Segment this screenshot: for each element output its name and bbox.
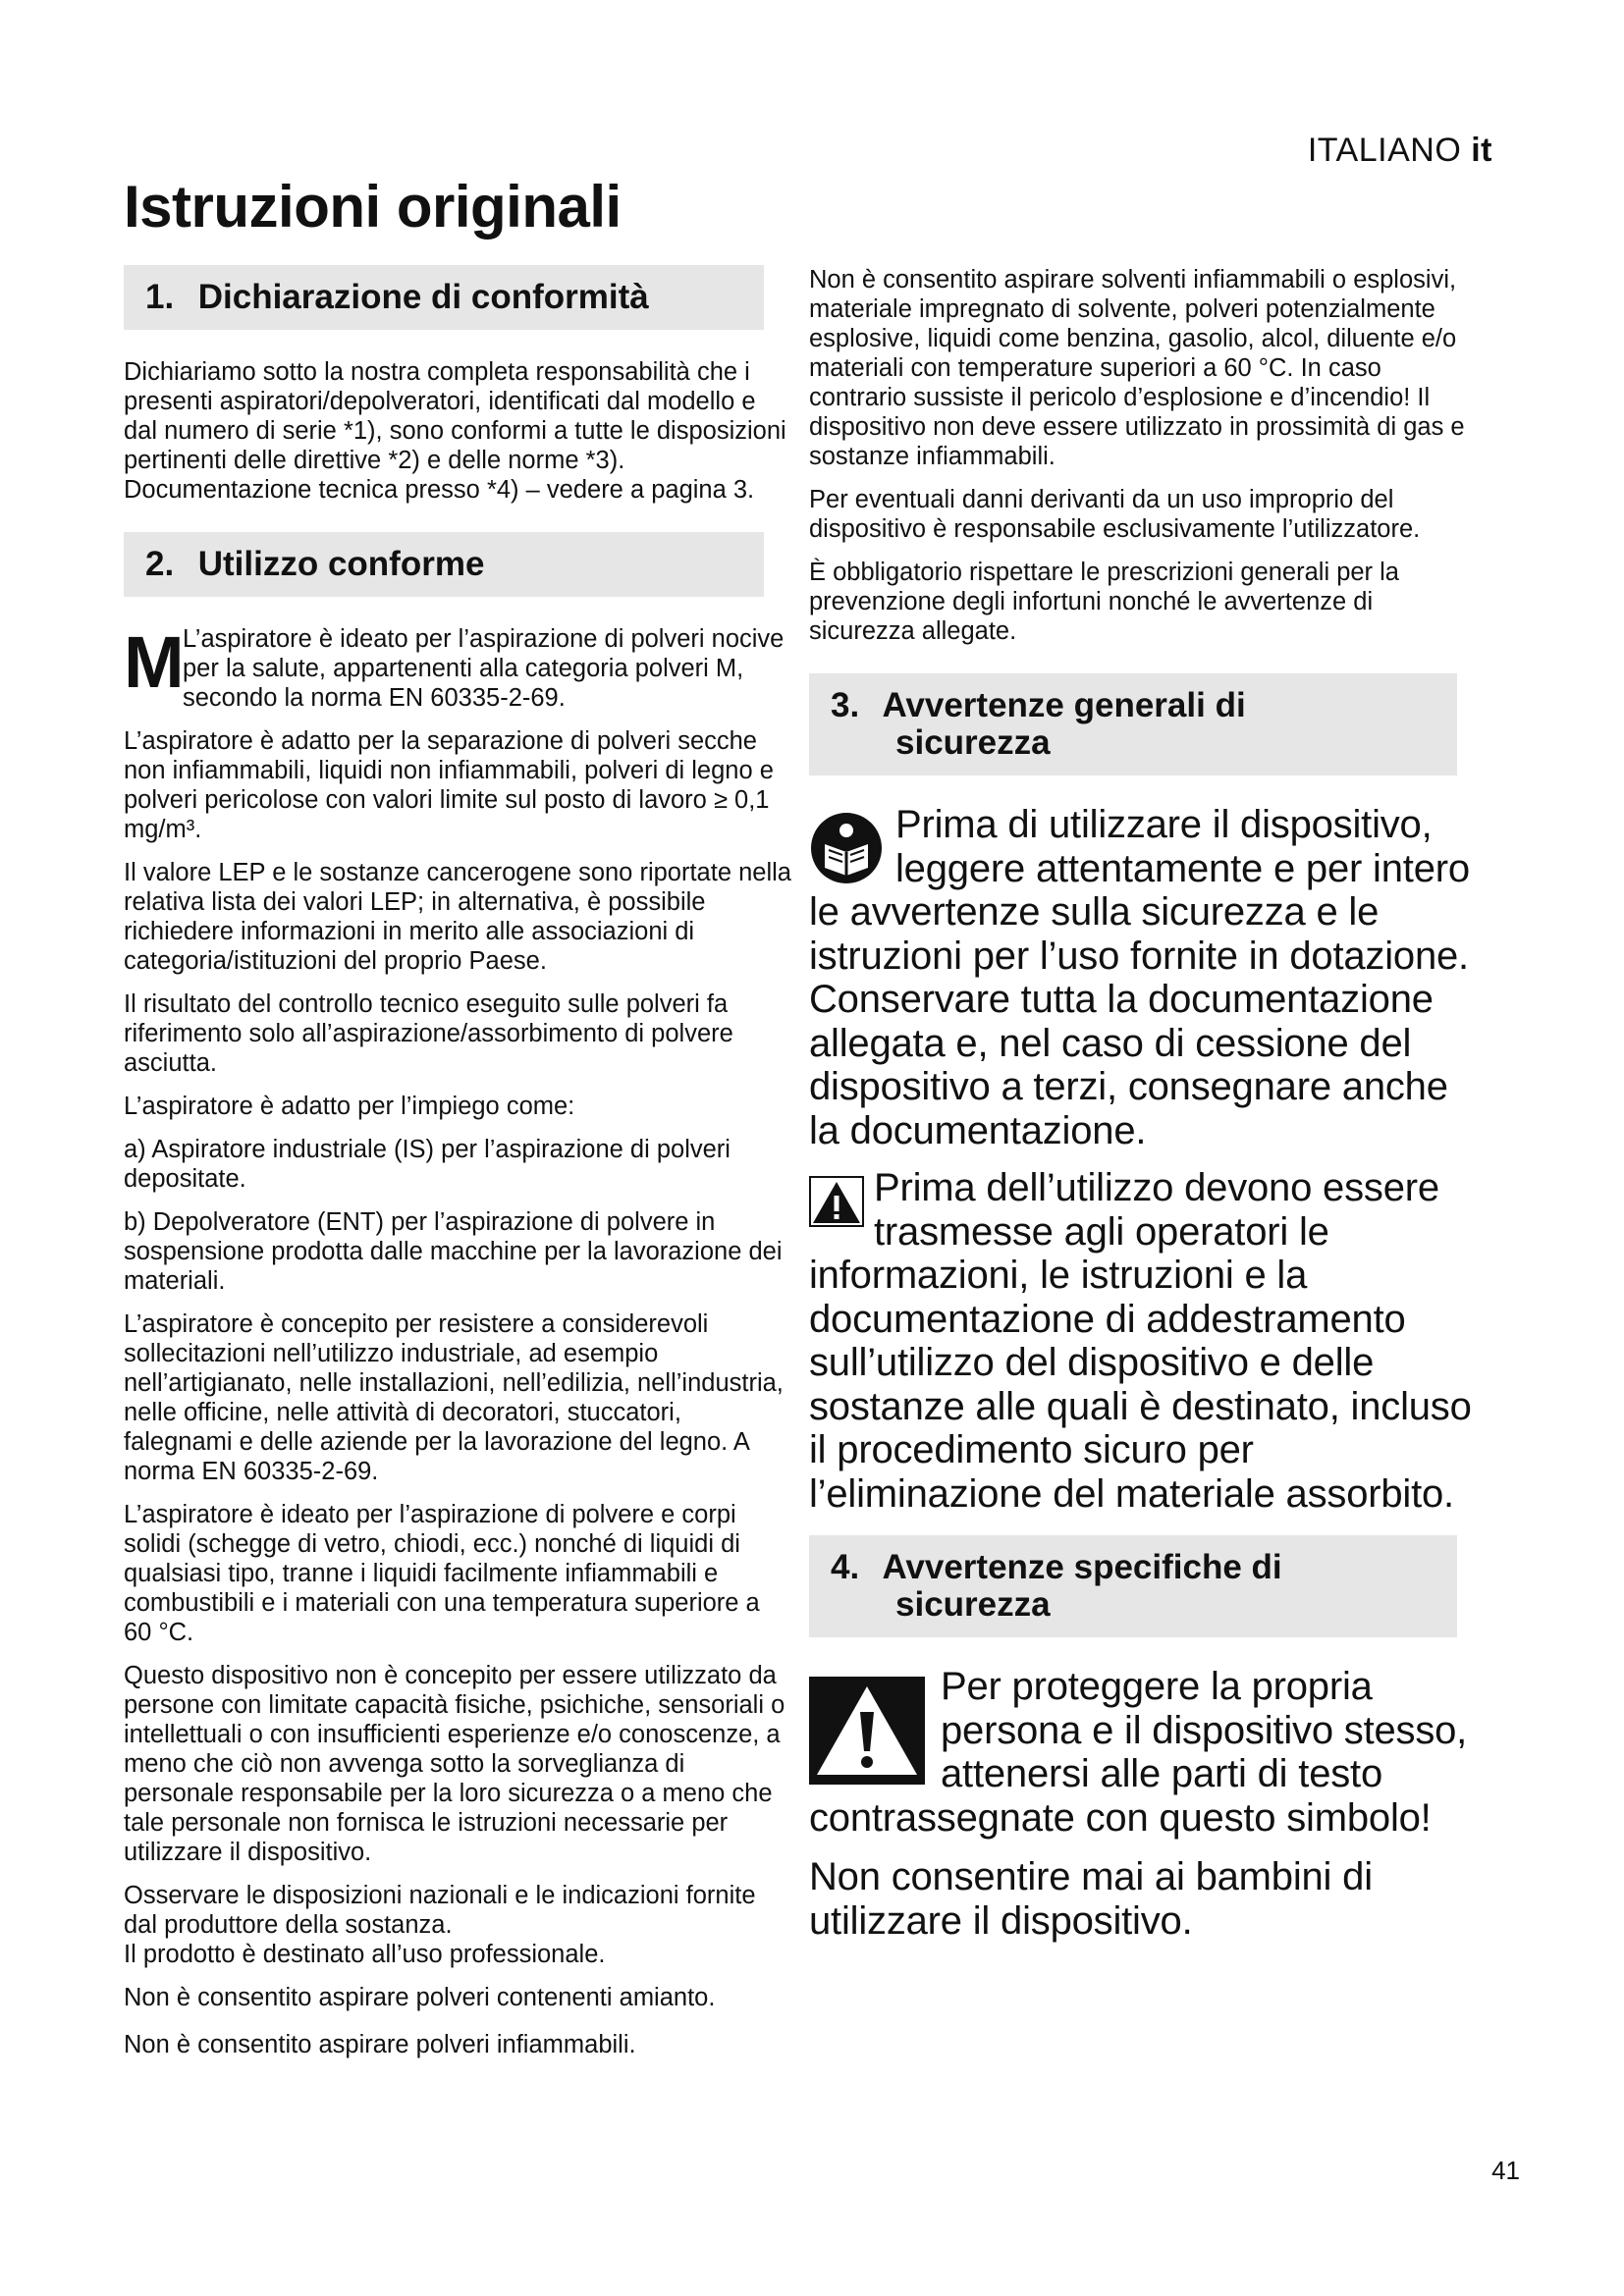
list-item: a) Aspiratore industriale (IS) per l’aspirazione di polveri depositate.: [124, 1136, 731, 1193]
list-item: b) Depolveratore (ENT) per l’aspirazione di polvere in sospensione prodotta dalle macchine per la lavorazione dei materiali.: [124, 1208, 783, 1295]
section-1-number: 1.: [145, 278, 175, 316]
left-column: [124, 265, 791, 2073]
body-paragraph: Il valore LEP e le sostanze cancerogene sono riportate nella relativa lista dei valori LEP; in alternativa, è possibile richiedere informazioni in merito alle associazioni di categoria/istituzioni del proprio Paese.: [124, 859, 791, 975]
section-2-heading: [124, 532, 764, 597]
section-2-number: 2.: [145, 545, 175, 583]
language-indicator: [1308, 132, 1492, 170]
body-paragraph: Il risultato del controllo tecnico eseguito sulle polveri fa riferimento solo all’aspirazione/assorbimento di polvere asciutta.: [124, 990, 733, 1077]
section-3-heading: [809, 673, 1457, 775]
specific-warning-block: [809, 1665, 1477, 1843]
section-4-title-line2: sicurezza: [895, 1585, 1051, 1624]
language-label: ITALIANO: [1307, 132, 1462, 169]
section-4-number: 4.: [831, 1548, 860, 1586]
body-paragraph: Osservare le disposizioni nazionali e le indicazioni fornite dal produttore della sostanza.: [124, 1882, 756, 1939]
body-paragraph: È obbligatorio rispettare le prescrizioni generali per la prevenzione degli infortuni nonché le avvertenze di sicurezza allegate.: [809, 559, 1399, 645]
warning-symbol-icon: [809, 1677, 925, 1789]
warning-triangle-icon: [809, 1176, 864, 1232]
specific-warning-text: Per proteggere la propria persona e il dispositivo stesso, attenersi alle parti di testo contrassegnate con questo simbolo!: [809, 1665, 1468, 1840]
right-column: [809, 265, 1477, 1947]
page-title: Istruzioni originali: [124, 174, 622, 240]
section-3-number: 3.: [831, 686, 860, 724]
section-2-title: Utilizzo conforme: [197, 545, 485, 583]
dust-class-m-paragraph: L’aspiratore è ideato per l’aspirazione di polveri nocive per la salute, appartenenti alla categoria polveri M, secondo la norma EN 60335-2-69.: [183, 625, 785, 712]
section-4-title-line1: Avvertenze specifiche di: [882, 1548, 1282, 1586]
body-paragraph: Il prodotto è destinato all’uso professionale.: [124, 1941, 606, 1968]
body-paragraph: Per eventuali danni derivanti da un uso improprio del dispositivo è responsabile esclusivamente l’utilizzatore.: [809, 486, 1421, 543]
body-paragraph: Non è consentito aspirare polveri infiammabili.: [124, 2031, 636, 2058]
body-paragraph: L’aspiratore è concepito per resistere a considerevoli sollecitazioni nell’utilizzo industriale, ad esempio nell’artigianato, nelle installazioni, nell’edilizia, nell’industria, nelle officine, nelle attività di decoratori, stuccatori, falegnami e delle aziende per la lavorazione del legno. A norma EN 60335-2-69.: [124, 1310, 784, 1485]
section-4-heading: [809, 1535, 1457, 1637]
read-manual-text: Prima di utilizzare il dispositivo, leggere attentamente e per intero le avvertenze sulla sicurezza e le istruzioni per l’uso fornite in dotazione. Conservare tutta la documentazione allegata e, nel caso di cessione del dispositivo a terzi, consegnare anche la documentazione.: [809, 803, 1470, 1152]
body-paragraph: L’aspiratore è adatto per la separazione di polveri secche non infiammabili, liquidi non infiammabili, polveri di legno e polveri pericolose con valori limite sul posto di lavoro ≥ 0,1 mg/m³.: [124, 727, 774, 843]
read-manual-icon: [809, 811, 884, 890]
language-code: it: [1471, 132, 1492, 169]
section-1-title: Dichiarazione di conformità: [197, 278, 649, 316]
body-paragraph: Questo dispositivo non è concepito per essere utilizzato da persone con limitate capacità fisiche, psichiche, sensoriali o intellettuali o con insufficienti esperienze e/o conoscenze, a meno che ciò non avvenga sotto la sorveglianza di personale responsabile per la loro sicurezza o a meno che tale personale non fornisca le istruzioni necessarie per utilizzare il dispositivo.: [124, 1662, 785, 1866]
children-warning-text: Non consentire mai ai bambini di utilizzare il dispositivo.: [809, 1855, 1373, 1943]
section-3-title-line2: sicurezza: [895, 723, 1051, 762]
dust-class-m-block: [124, 621, 791, 713]
dust-class-m-icon: M: [124, 621, 183, 703]
section-1-heading: [124, 265, 764, 330]
read-manual-block: [809, 803, 1477, 1166]
page-number: 41: [1491, 2156, 1520, 2185]
body-paragraph: Non è consentito aspirare solventi infiammabili o esplosivi, materiale impregnato di solvente, polveri potenzialmente esplosive, liquidi come benzina, gasolio, alcol, diluente e/o materiali con temperature superiori a 60 °C. In caso contrario sussiste il pericolo d’esplosione e d’incendio! Il dispositivo non deve essere utilizzato in prossimità di gas e sostanze infiammabili.: [809, 266, 1465, 470]
training-warning-block: [809, 1166, 1477, 1520]
conformity-paragraph: Dichiariamo sotto la nostra completa responsabilità che i presenti aspiratori/depolveratori, identificati dal modello e dal numero di serie *1), sono conformi a tutte le disposizioni pertinenti delle direttive *2) e delle norme *3). Documentazione tecnica presso *4) – vedere a pagina 3.: [124, 358, 786, 504]
body-paragraph: L’aspiratore è adatto per l’impiego come:: [124, 1093, 575, 1120]
training-warning-text: Prima dell’utilizzo devono essere trasmesse agli operatori le informazioni, le istruzioni e la documentazione di addestramento sull’utilizzo del dispositivo e delle sostanze alle quali è destinato, incluso il procedimento sicuro per l’eliminazione del materiale assorbito.: [809, 1166, 1472, 1516]
body-paragraph: Non è consentito aspirare polveri contenenti amianto.: [124, 1984, 716, 2011]
section-3-title-line1: Avvertenze generali di: [882, 686, 1246, 724]
body-paragraph: L’aspiratore è ideato per l’aspirazione di polvere e corpi solidi (schegge di vetro, chiodi, ecc.) nonché di liquidi di qualsiasi tipo, tranne i liquidi facilmente infiammabili e combustibili e i materiali con una temperatura superiore a 60 °C.: [124, 1501, 760, 1646]
